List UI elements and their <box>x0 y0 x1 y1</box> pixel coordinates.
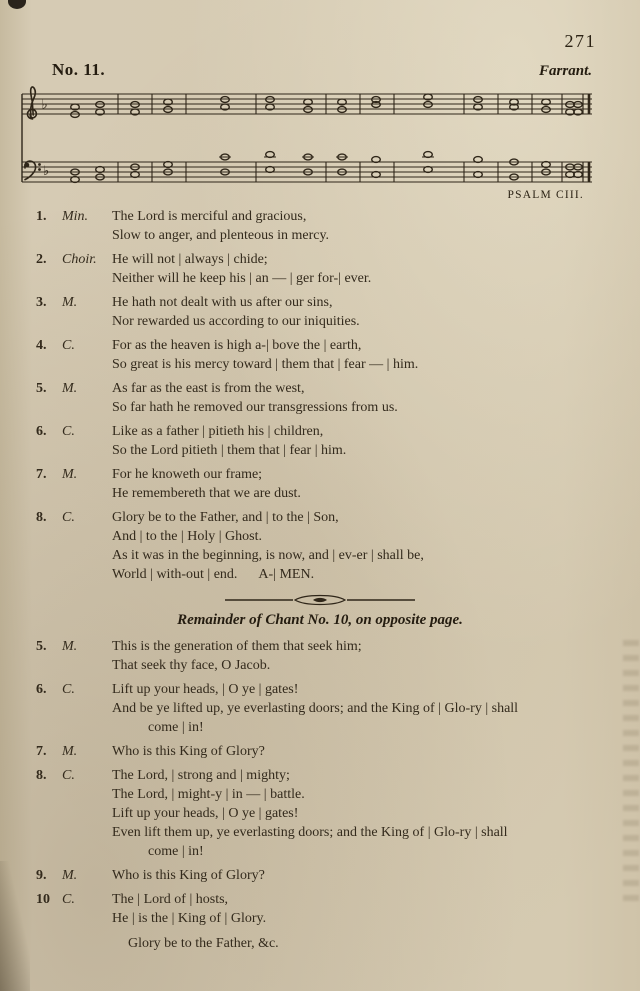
verse-line: Nor rewarded us according to our iniquities. <box>112 314 360 329</box>
divider-ornament-icon <box>225 592 415 608</box>
verse-line: He hath not dealt with us after our sins, <box>112 295 333 310</box>
reverse-page-bleed <box>623 640 639 910</box>
verse-number: 9. <box>36 868 47 883</box>
verse <box>36 742 618 761</box>
verse <box>36 422 618 460</box>
verse-line: This is the generation of them that seek him; <box>112 639 362 654</box>
verse-lines <box>112 336 618 374</box>
verse <box>36 207 618 245</box>
verse-lines <box>112 379 618 417</box>
verse-part-label: C. <box>62 510 75 525</box>
verse-line: Who is this King of Glory? <box>112 744 265 759</box>
verse-line: He will not | always | chide; <box>112 252 268 267</box>
chant-notation-svg <box>20 84 596 192</box>
verse <box>36 866 618 885</box>
verse-line: The | Lord of | hosts, <box>112 892 229 907</box>
verse <box>36 890 618 928</box>
verse-part-label: Min. <box>62 209 89 224</box>
verse-line: World | with-out | end. A-| MEN. <box>112 567 315 582</box>
verse-line: Glory be to the Father, and | to the | Son, <box>112 510 339 525</box>
verse-number: 5. <box>36 381 47 396</box>
verse-part-label: Choir. <box>62 252 97 267</box>
verse-line: So far hath he removed our transgressions from us. <box>112 400 398 415</box>
verse-number: 3. <box>36 295 47 310</box>
verse-lines <box>112 742 618 761</box>
verse-line: That seek thy face, O Jacob. <box>112 658 271 673</box>
verse-number: 6. <box>36 682 47 697</box>
verse-line: The Lord, | might-y | in — | battle. <box>112 787 305 802</box>
composer-name: Farrant. <box>539 63 592 79</box>
verse-line: Even lift them up, ye everlasting doors; and the King of | Glo-ry | shall <box>112 825 508 840</box>
verse-part-label: M. <box>62 639 78 654</box>
verse-number: 1. <box>36 209 47 224</box>
verse-number: 5. <box>36 639 47 654</box>
verse-list-bottom <box>36 637 618 928</box>
verse-lines <box>112 508 618 584</box>
verse <box>36 250 618 288</box>
verse-part-label: M. <box>62 467 78 482</box>
verse-line: come | in! <box>148 844 204 859</box>
verse-number: 4. <box>36 338 47 353</box>
verse-line: Slow to anger, and plenteous in mercy. <box>112 228 330 243</box>
verse-lines <box>112 422 618 460</box>
verse-line: For as the heaven is high a-| bove the | earth, <box>112 338 362 353</box>
verse-line: For he knoweth our frame; <box>112 467 263 482</box>
verse-line: As it was in the beginning, is now, and | ev-er | shall be, <box>112 548 424 563</box>
verse-line: The Lord is merciful and gracious, <box>112 209 307 224</box>
verse-part-label: C. <box>62 768 75 783</box>
verse-number: 10 <box>36 892 50 907</box>
verse-line: So great is his mercy toward | them that | fear — | him. <box>112 357 419 372</box>
verse-number: 7. <box>36 467 47 482</box>
verse <box>36 293 618 331</box>
verse-line: Who is this King of Glory? <box>112 868 265 883</box>
verse-lines <box>112 293 618 331</box>
verse-line: So the Lord pitieth | them that | fear | him. <box>112 443 347 458</box>
bass-staff <box>22 162 592 182</box>
verse-part-label: M. <box>62 295 78 310</box>
verse-number: 7. <box>36 744 47 759</box>
section-divider <box>0 592 640 608</box>
verse <box>36 465 618 503</box>
verse <box>36 379 618 417</box>
page-number: 271 <box>564 31 596 51</box>
verse-lines <box>112 890 618 928</box>
verse-line: come | in! <box>148 720 204 735</box>
verse-part-label: M. <box>62 744 78 759</box>
verse-line: And be ye lifted up, ye everlasting doors; and the King of | Glo-ry | shall <box>112 701 519 716</box>
verse-lines <box>112 465 618 503</box>
verse <box>36 680 618 737</box>
verse-line: And | to the | Holy | Ghost. <box>112 529 262 544</box>
verse-line: Neither will he keep his | an — | ger for-| ever. <box>112 271 372 286</box>
verse-lines <box>112 866 618 885</box>
verse-line: He remembereth that we are dust. <box>112 486 301 501</box>
verse <box>36 336 618 374</box>
verse-part-label: C. <box>62 338 75 353</box>
verse-lines <box>112 250 618 288</box>
verse-line: He | is the | King of | Glory. <box>112 911 267 926</box>
verse-line: As far as the east is from the west, <box>112 381 305 396</box>
verse-number: 8. <box>36 768 47 783</box>
verse-lines <box>112 207 618 245</box>
verse <box>36 637 618 675</box>
verse-list-top <box>36 207 618 584</box>
verse-lines <box>112 766 618 861</box>
psalm-reference: PSALM CIII. <box>507 189 584 201</box>
page-corner-shadow <box>0 861 30 991</box>
verse-number: 2. <box>36 252 47 267</box>
verse-line: Lift up your heads, | O ye | gates! <box>112 682 299 697</box>
chant-number: No. 11. <box>52 60 106 79</box>
remainder-heading: Remainder of Chant No. 10, on opposite page. <box>177 612 463 628</box>
verse-number: 8. <box>36 510 47 525</box>
treble-flat-icon: ♭ <box>41 97 48 113</box>
verse-part-label: C. <box>62 892 75 907</box>
verse-line: Like as a father | pitieth his | children, <box>112 424 324 439</box>
verse-number: 6. <box>36 424 47 439</box>
verse <box>36 508 618 584</box>
verse-lines <box>112 680 618 737</box>
verse-lines <box>112 637 618 675</box>
verse-part-label: C. <box>62 682 75 697</box>
verse-part-label: C. <box>62 424 75 439</box>
bass-flat-icon: ♭ <box>43 164 50 179</box>
footer-doxology: Glory be to the Father, &c. <box>128 936 279 951</box>
chant-header <box>0 0 640 80</box>
verse-line: Lift up your heads, | O ye | gates! <box>112 806 299 821</box>
treble-staff <box>22 94 592 114</box>
verse-part-label: M. <box>62 868 78 883</box>
verse <box>36 766 618 861</box>
music-staves <box>20 84 622 192</box>
verse-line: The Lord, | strong and | mighty; <box>112 768 290 783</box>
verse-part-label: M. <box>62 381 78 396</box>
